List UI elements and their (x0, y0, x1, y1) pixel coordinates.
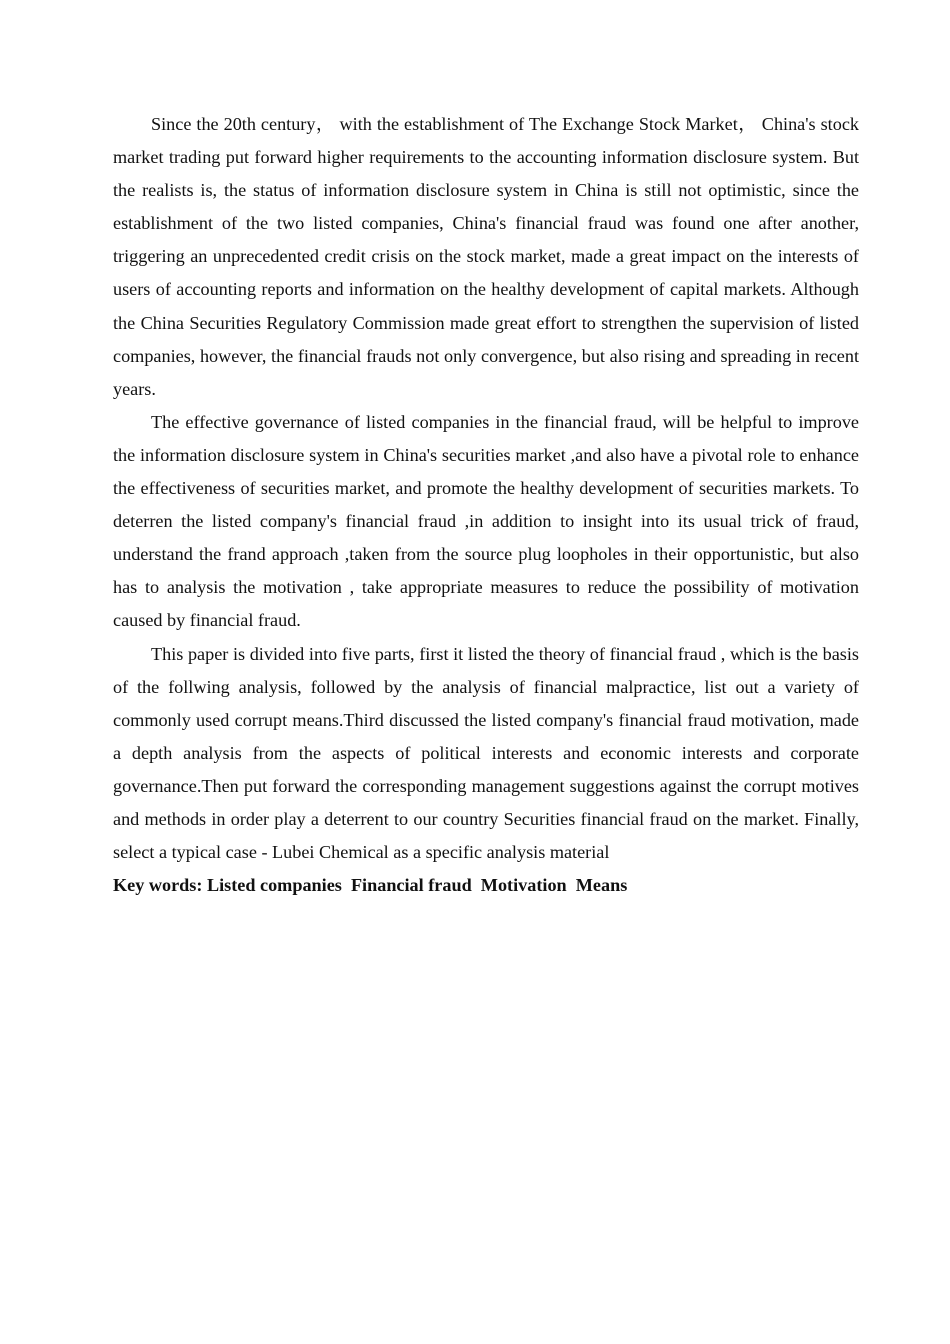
paragraph-3: This paper is divided into five parts, first it listed the theory of financial fraud , which is the basis of the follwing analysis, followed by the analysis of financial malpractice, list out a variety of commonly used corrupt means.Third discussed the listed company's financial fraud motivation, made a depth analysis from the aspects of political interests and economic interests and corporate governance.Then put forward the corresponding management suggestions against the corrupt motives and methods in order play a deterrent to our country Securities financial fraud on the market. Finally, select a typical case - Lubei Chemical as a specific analysis material (113, 643, 859, 863)
paragraph-2: The effective governance of listed companies in the financial fraud, will be helpful to improve the information disclosure system in China's securities market ,and also have a pivotal role to enhance the effectiveness of securities market, and promote the healthy development of securities markets. To deterren the listed company's financial fraud ,in addition to insight into its usual trick of fraud, understand the frand approach ,taken from the source plug loopholes in their opportunistic, but also has to analysis the motivation , take appropriate measures to reduce the possibility of motivation caused by financial fraud. (113, 411, 859, 631)
keywords-line: Key words: Listed companies Financial fraud Motivation Means (113, 875, 628, 896)
paragraph-1: Since the 20th century， with the establishment of The Exchange Stock Market， China's stock market trading put forward higher requirements to the accounting information disclosure system. But the realists is, the status of information disclosure system in China is still not optimistic, since the establishment of the two listed companies, China's financial fraud was found one after another, triggering an unprecedented credit crisis on the stock market, made a great impact on the interests of users of accounting reports and information on the healthy development of capital markets. Although the China Securities Regulatory Commission made great effort to strengthen the supervision of listed companies, however, the financial frauds not only convergence, but also rising and spreading in recent years. (113, 114, 859, 399)
abstract-body (113, 108, 859, 902)
